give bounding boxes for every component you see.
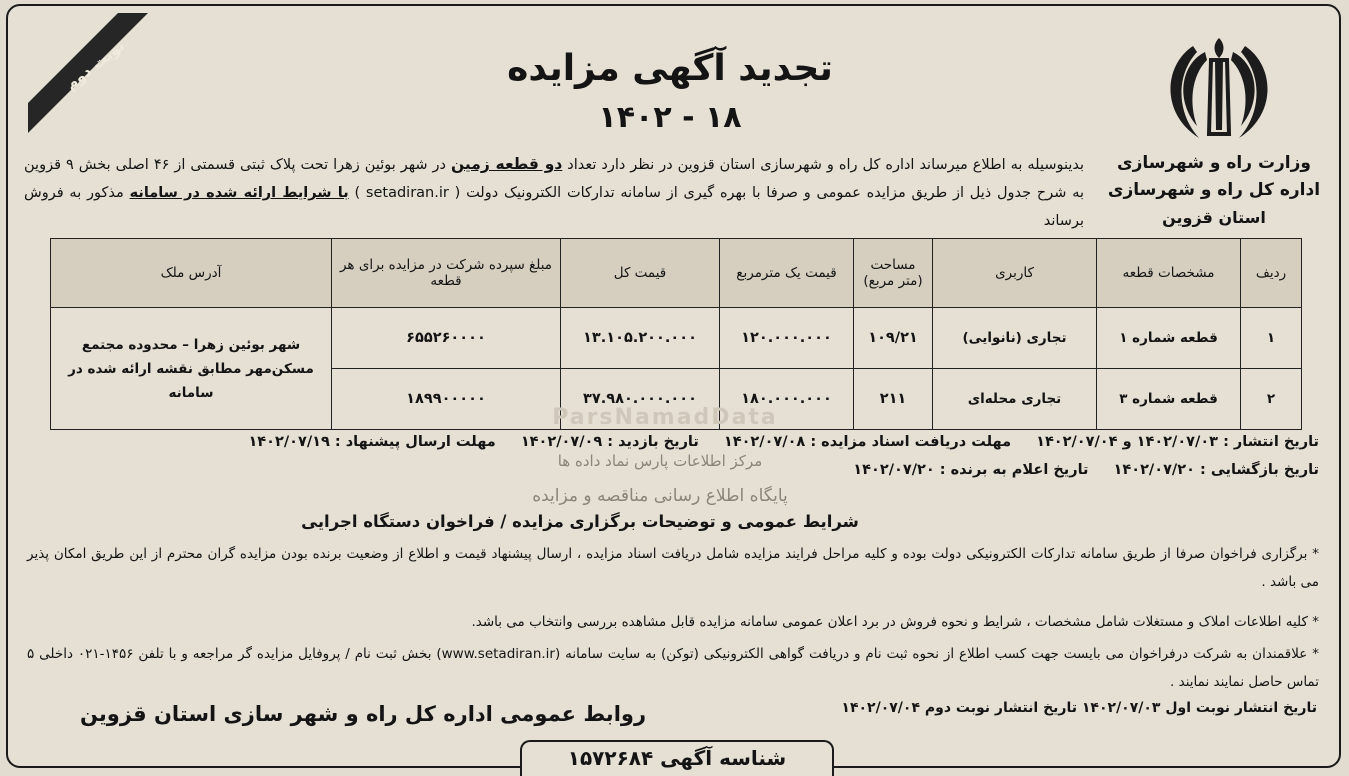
th-area: مساحت (متر مربع) bbox=[854, 239, 933, 308]
th-usage: کاربری bbox=[933, 239, 1097, 308]
cell-area: ۱۰۹/۲۱ bbox=[854, 308, 933, 369]
cell-row: ۲ bbox=[1241, 369, 1302, 430]
ribbon-label: نوبت دوم bbox=[61, 36, 129, 94]
table-row bbox=[51, 308, 1302, 369]
conditions-title: شرایط عمومی و توضیحات برگزاری مزایده / فراخوان دستگاه اجرایی bbox=[301, 512, 859, 531]
dates-line-1 bbox=[29, 430, 1319, 454]
iran-emblem-icon bbox=[1159, 30, 1279, 145]
parcels-table bbox=[50, 238, 1302, 430]
intro-bold2: با شرایط ارائه شده در سامانه bbox=[129, 185, 349, 201]
cell-total-price: ۱۳.۱۰۵.۲۰۰.۰۰۰ bbox=[561, 308, 720, 369]
province-name: استان قزوین bbox=[1162, 208, 1266, 227]
signature: روابط عمومی اداره کل راه و شهر سازی استان قزوین bbox=[80, 702, 647, 726]
cell-parcel: قطعه شماره ۱ bbox=[1097, 308, 1241, 369]
watermark-brand: ParsNamadData bbox=[552, 405, 778, 430]
condition-item: * علاقمندان به شرکت درفراخوان می بایست جهت کسب اطلاع از نحوه ثبت نام و دریافت گواهی الکترونیکی (توکن) به سایت سامانه (www.setadiran.ir) بخش ثبت نام / پروفایل مزایده گر مراجعه و با تلفن ۱۴۵۶-۰۲۱ داخلی ۵ تماس حاصل نمایند نمایند . bbox=[27, 646, 1319, 690]
publish-dates-footer: تاریخ انتشار نوبت اول ۱۴۰۲/۰۷/۰۳ تاریخ انتشار نوبت دوم ۱۴۰۲/۰۷/۰۴ bbox=[841, 700, 1317, 716]
cell-deposit: ۶۵۵۲۶۰۰۰۰ bbox=[332, 308, 561, 369]
th-address: آدرس ملک bbox=[51, 239, 332, 308]
intro-paragraph bbox=[24, 150, 1084, 235]
cell-row: ۱ bbox=[1241, 308, 1302, 369]
opening-date: تاریخ بازگشایی : ۱۴۰۲/۰۷/۲۰ bbox=[1113, 462, 1319, 478]
winner-date: تاریخ اعلام به برنده : ۱۴۰۲/۰۷/۲۰ bbox=[853, 462, 1089, 478]
cell-usage: تجاری محله‌ای bbox=[933, 369, 1097, 430]
offer-deadline: مهلت ارسال پیشنهاد : ۱۴۰۲/۰۷/۱۹ bbox=[248, 434, 496, 450]
cell-parcel: قطعه شماره ۳ bbox=[1097, 369, 1241, 430]
th-parcel: مشخصات قطعه bbox=[1097, 239, 1241, 308]
ad-code-text: شناسه آگهی ۱۵۷۲۶۸۴ bbox=[567, 746, 787, 770]
intro-part2: در شهر بوئین زهرا تحت پلاک ثبتی قسمتی از ۴۶ اصلی بخش ۹ قزوین به شرح جدول ذیل از طریق مزایده عمومی و صرفا با بهره گیری از سامانه تدارکات الکترونیک دولت ( setadiran.ir ) bbox=[24, 157, 1085, 201]
intro-bold1: دو قطعه زمین bbox=[450, 155, 563, 173]
directorate-name: اداره کل راه و شهرسازی bbox=[1107, 180, 1321, 200]
ad-number-text: ۱۸ - ۱۴۰۲ bbox=[598, 100, 742, 135]
condition-item: * کلیه اطلاعات املاک و مستغلات شامل مشخصات ، شرایط و نحوه فروش در برد اعلان عمومی سامانه مزایده قابل مشاهده بررسی وانتخاب می باشد. bbox=[471, 614, 1319, 630]
ministry-name: وزارت راه و شهرسازی bbox=[1116, 153, 1311, 173]
table-header-row bbox=[51, 239, 1302, 308]
ad-title: تجدید آگهی مزایده bbox=[507, 48, 833, 89]
ad-code bbox=[520, 740, 834, 776]
cell-deposit: ۱۸۹۹۰۰۰۰۰ bbox=[332, 369, 561, 430]
cell-total-price: ۳۷.۹۸۰.۰۰۰.۰۰۰ bbox=[561, 369, 720, 430]
condition-item: * برگزاری فراخوان صرفا از طریق سامانه تدارکات الکترونیکی دولت بوده و کلیه مراحل فرایند مزایده شامل دریافت اسناد مزایده ، ارسال پیشنهاد قیمت و اطلاع از وضعیت برنده بودن مزایده گران محترم از این طریق امکان پذیر می باشد . bbox=[27, 546, 1319, 590]
th-deposit: مبلغ سپرده شرکت در مزایده برای هر قطعه bbox=[332, 239, 561, 308]
doc-deadline: مهلت دریافت اسناد مزایده : ۱۴۰۲/۰۷/۰۸ bbox=[723, 434, 1012, 450]
ad-number bbox=[520, 100, 820, 135]
th-row: ردیف bbox=[1241, 239, 1302, 308]
cell-area: ۲۱۱ bbox=[854, 369, 933, 430]
intro-part1: بدینوسیله به اطلاع میرساند اداره کل راه و شهرسازی استان قزوین در نظر دارد تعداد bbox=[567, 157, 1085, 173]
cell-unit-price: ۱۸۰.۰۰۰.۰۰۰ bbox=[720, 369, 854, 430]
th-unit-price: قیمت یک مترمربع bbox=[720, 239, 854, 308]
watermark-line-2: پایگاه اطلاع رسانی مناقصه و مزایده bbox=[532, 486, 788, 506]
cell-unit-price: ۱۲۰.۰۰۰.۰۰۰ bbox=[720, 308, 854, 369]
cell-address: شهر بوئین زهرا – محدوده مجتمع مسکن‌مهر مطابق نقشه ارائه شده در سامانه bbox=[51, 308, 332, 430]
th-total-price: قیمت کل bbox=[561, 239, 720, 308]
intro-part3: مذکور به فروش برساند bbox=[24, 185, 1084, 229]
cell-usage: تجاری (نانوایی) bbox=[933, 308, 1097, 369]
ministry-block bbox=[1099, 150, 1329, 231]
visit-date: تاریخ بازدید : ۱۴۰۲/۰۷/۰۹ bbox=[520, 434, 699, 450]
watermark-line-1: مرکز اطلاعات پارس نماد داده ها bbox=[557, 452, 763, 470]
publish-date: تاریخ انتشار : ۱۴۰۲/۰۷/۰۳ و ۱۴۰۲/۰۷/۰۴ bbox=[1036, 434, 1319, 450]
